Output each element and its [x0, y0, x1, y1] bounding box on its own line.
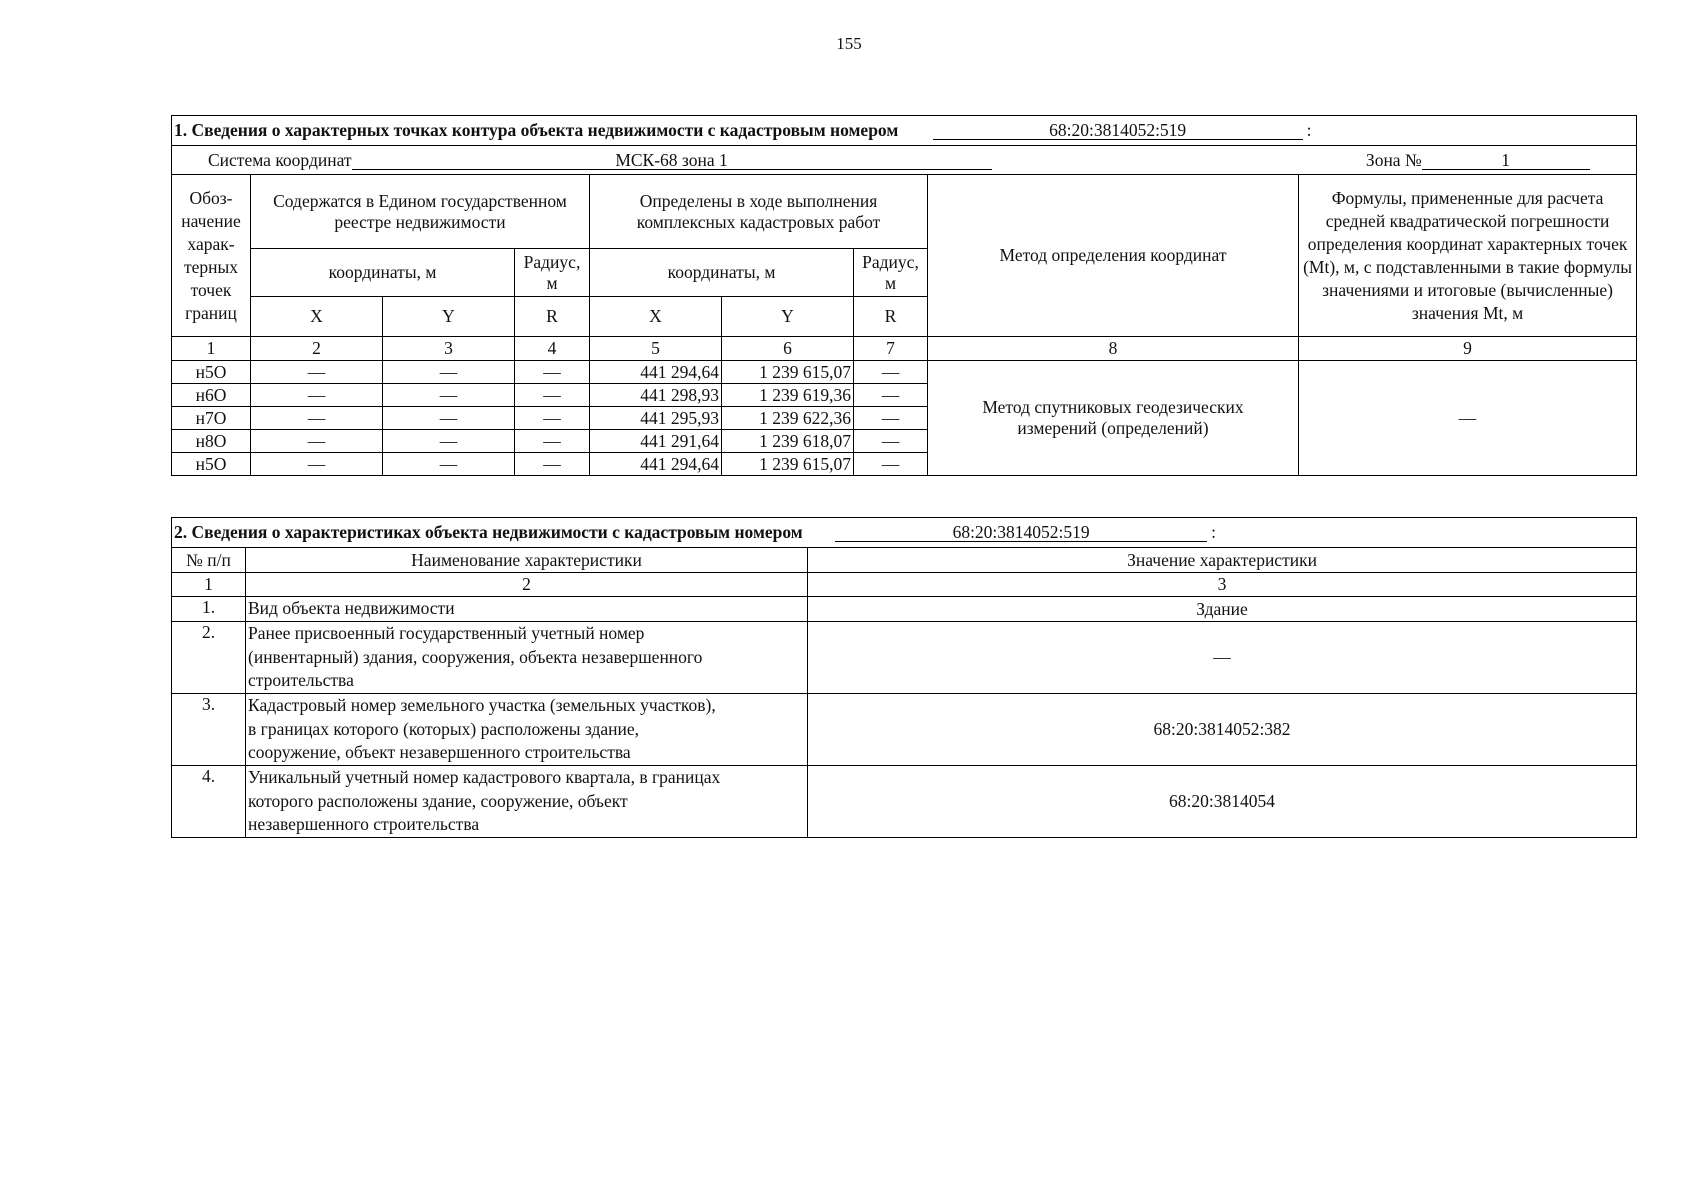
characteristic-value: Здание	[808, 597, 1637, 622]
col-number: 3	[383, 337, 515, 361]
header-y: Y	[722, 297, 854, 337]
object-characteristics-table	[171, 517, 1637, 838]
y-egrn: —	[383, 361, 515, 384]
table-row	[172, 622, 1637, 694]
row-number: 3.	[172, 694, 246, 766]
y-value: 1 239 615,07	[722, 361, 854, 384]
row-number: 2.	[172, 622, 246, 694]
r-egrn: —	[515, 407, 590, 430]
name-line: сооружение, объект незавершенного строительства	[248, 742, 631, 762]
x-value: 441 294,64	[590, 361, 722, 384]
x-value: 441 291,64	[590, 430, 722, 453]
characteristic-name	[246, 766, 808, 838]
header-formulas: Формулы, примененные для расчета средней квадратической погрешности определения координат характерных точек (Mt), м, с подставленными в такие формулы значениями и итоговые (вычисленные) значения Mt, м	[1299, 175, 1637, 337]
header-egrn-x: X	[251, 297, 383, 337]
y-value: 1 239 619,36	[722, 384, 854, 407]
table-row	[172, 597, 1637, 622]
characteristic-value: —	[808, 622, 1637, 694]
col-number: 2	[246, 573, 808, 597]
coord-system-label: Система координат	[208, 149, 352, 170]
zone-value: 1	[1422, 151, 1590, 170]
header-name: Наименование характеристики	[246, 548, 808, 573]
r-value: —	[854, 384, 928, 407]
zone-label: Зона №	[1365, 149, 1422, 170]
col-number: 2	[251, 337, 383, 361]
header-method: Метод определения координат	[928, 175, 1299, 337]
table-row	[172, 766, 1637, 838]
method-value: Метод спутниковых геодезических измерений (определений)	[928, 361, 1299, 476]
r-egrn: —	[515, 384, 590, 407]
column-numbers-row	[172, 573, 1637, 597]
point-name: н7О	[172, 407, 251, 430]
col-number: 6	[722, 337, 854, 361]
col-number: 7	[854, 337, 928, 361]
section1-cadastral-number: 68:20:3814052:519	[933, 121, 1303, 140]
coord-system-row	[172, 146, 1637, 175]
col-number: 8	[928, 337, 1299, 361]
col-number: 5	[590, 337, 722, 361]
characteristic-name	[246, 694, 808, 766]
characteristic-value: 68:20:3814054	[808, 766, 1637, 838]
table-row	[172, 694, 1637, 766]
characteristic-points-table	[171, 115, 1637, 476]
row-number: 1.	[172, 597, 246, 622]
r-egrn: —	[515, 361, 590, 384]
section2-title: 2. Сведения о характеристиках объекта недвижимости с кадастровым номером	[174, 522, 803, 542]
name-line: Ранее присвоенный государственный учетный номер	[248, 623, 645, 643]
name-line: Кадастровый номер земельного участка (земельных участков),	[248, 695, 716, 715]
r-value: —	[854, 430, 928, 453]
characteristic-value: 68:20:3814052:382	[808, 694, 1637, 766]
y-value: 1 239 618,07	[722, 430, 854, 453]
header-egrn-radius: Радиус, м	[515, 249, 590, 297]
name-line: которого расположены здание, сооружение, объект	[248, 790, 628, 811]
col-number: 3	[808, 573, 1637, 597]
header-x: X	[590, 297, 722, 337]
section2-title-row	[172, 518, 1637, 548]
point-name: н6О	[172, 384, 251, 407]
characteristic-name: Вид объекта недвижимости	[246, 597, 808, 622]
coord-system-value: МСК-68 зона 1	[352, 151, 992, 170]
r-value: —	[854, 407, 928, 430]
name-line: незавершенного строительства	[248, 814, 480, 834]
section2-colon: :	[1211, 522, 1216, 542]
x-value: 441 295,93	[590, 407, 722, 430]
x-egrn: —	[251, 407, 383, 430]
section1-colon: :	[1306, 120, 1312, 140]
col-number: 1	[172, 573, 246, 597]
header-designation: Обоз-начение харак-терных точек границ	[172, 175, 251, 337]
characteristic-name	[246, 622, 808, 694]
name-line: Уникальный учетный номер кадастрового квартала, в границах	[248, 767, 721, 787]
col-number: 4	[515, 337, 590, 361]
col-number: 9	[1299, 337, 1637, 361]
header-radius: Радиус, м	[854, 249, 928, 297]
name-line: в границах которого (которых) расположены здание,	[248, 718, 640, 739]
header-value: Значение характеристики	[808, 548, 1637, 573]
section1-title-row	[172, 116, 1637, 146]
y-egrn: —	[383, 407, 515, 430]
x-egrn: —	[251, 384, 383, 407]
table-row	[172, 361, 1637, 384]
r-value: —	[854, 361, 928, 384]
header-egrn: Содержатся в Едином государственном реестре недвижимости	[251, 175, 590, 249]
header-egrn-y: Y	[383, 297, 515, 337]
header-num: № п/п	[172, 548, 246, 573]
header-coords: координаты, м	[590, 249, 854, 297]
header-egrn-r: R	[515, 297, 590, 337]
point-name: н5О	[172, 361, 251, 384]
formulas-value: —	[1299, 361, 1637, 476]
section2-cadastral-number: 68:20:3814052:519	[835, 523, 1207, 542]
x-egrn: —	[251, 453, 383, 476]
y-value: 1 239 622,36	[722, 407, 854, 430]
y-egrn: —	[383, 384, 515, 407]
r-egrn: —	[515, 453, 590, 476]
header-determined: Определены в ходе выполнения комплексных кадастровых работ	[590, 175, 928, 249]
y-egrn: —	[383, 430, 515, 453]
header-egrn-coords: координаты, м	[251, 249, 515, 297]
x-value: 441 294,64	[590, 453, 722, 476]
name-line: (инвентарный) здания, сооружения, объекта незавершенного	[248, 646, 703, 667]
row-number: 4.	[172, 766, 246, 838]
x-value: 441 298,93	[590, 384, 722, 407]
point-name: н5О	[172, 453, 251, 476]
page-number: 155	[836, 34, 862, 53]
r-egrn: —	[515, 430, 590, 453]
point-name: н8О	[172, 430, 251, 453]
col-number: 1	[172, 337, 251, 361]
r-value: —	[854, 453, 928, 476]
name-line: строительства	[248, 670, 354, 690]
column-numbers-row	[172, 337, 1637, 361]
x-egrn: —	[251, 361, 383, 384]
x-egrn: —	[251, 430, 383, 453]
header-r: R	[854, 297, 928, 337]
section1-title: 1. Сведения о характерных точках контура объекта недвижимости с кадастровым номером	[174, 120, 899, 140]
y-value: 1 239 615,07	[722, 453, 854, 476]
y-egrn: —	[383, 453, 515, 476]
